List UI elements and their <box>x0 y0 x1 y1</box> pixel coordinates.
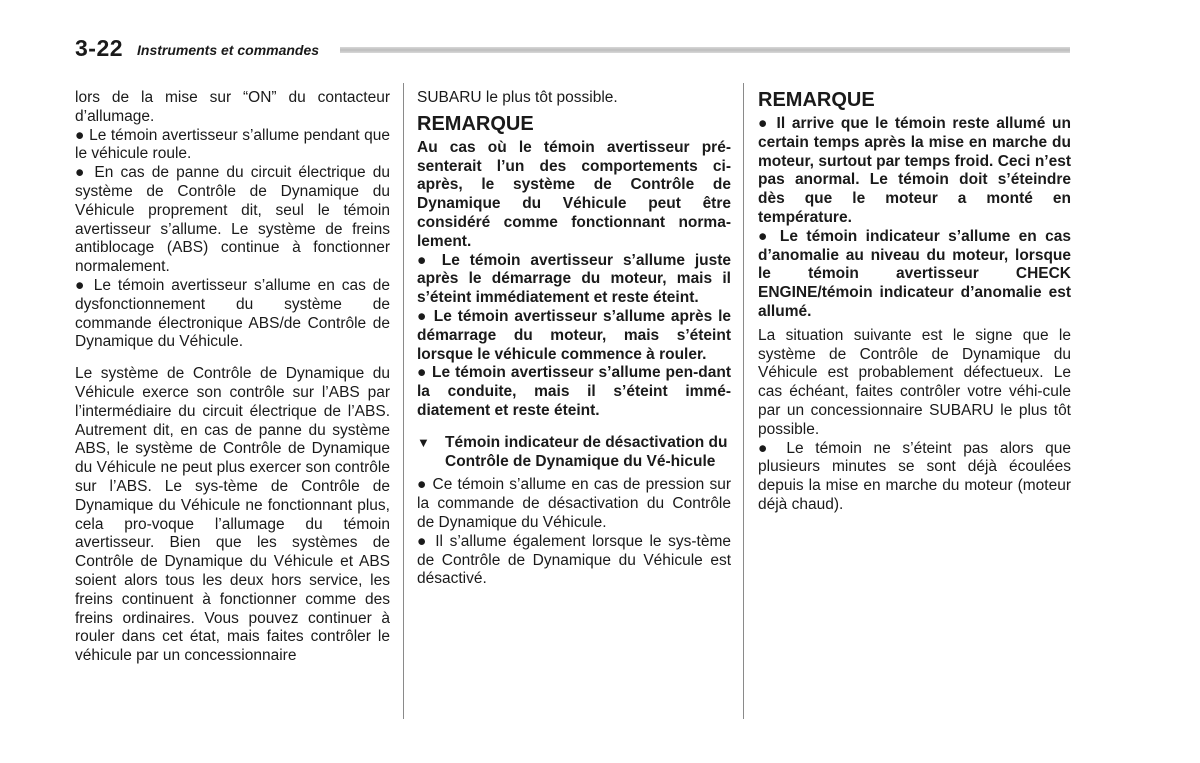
column-divider-1 <box>403 83 404 719</box>
column-1 <box>75 89 390 666</box>
subheading-text: Témoin indicateur de désactivation du Contrôle de Dynamique du Vé-hicule <box>445 433 728 470</box>
bullet-item: ● Ce témoin s’allume en cas de pression sur la commande de désactivation du Contrôle de Dynamique du Véhicule. <box>417 476 731 531</box>
paragraph: SUBARU le plus tôt possible. <box>417 89 618 106</box>
note-bullet: ● Le témoin avertisseur s’allume après le démarrage du moteur, mais s’éteint lorsque le véhicule commence à rouler. <box>417 307 731 363</box>
section-title: Instruments et commandes <box>137 42 320 58</box>
bullet-item: ● Le témoin avertisseur s’allume pendant que le véhicule roule. <box>75 126 390 163</box>
bullet-item: ● Le témoin ne s’éteint pas alors que plusieurs minutes se sont déjà écoulées depuis la mise en marche du moteur (moteur déjà chaud). <box>758 439 1071 513</box>
page-header <box>75 36 1075 62</box>
header-rule <box>340 47 1070 53</box>
paragraph: La situation suivante est le signe que le système de Contrôle de Dynamique du Véhicule est probablement défectueux. Le cas échéant, faites contrôler votre véhi-cule par un concessionnaire SUBARU le plus tôt possible. <box>758 326 1071 438</box>
triangle-down-icon: ▼ <box>417 434 430 450</box>
bullet-item: ● Le témoin avertisseur s’allume en cas de dysfonctionnement du système de commande électronique ABS/de Contrôle de Dynamique du Véhicule. <box>75 276 390 351</box>
note-bullet: ● Le témoin avertisseur s’allume pen-dant la conduite, mais il s’éteint immé-diatement et reste éteint. <box>417 364 731 419</box>
note-bullet: ● Il arrive que le témoin reste allumé un certain temps après la mise en marche du moteur, surtout par temps froid. Ceci n’est pas anormal. Le témoin doit s’éteindre dès que le moteur a monté en température. <box>758 115 1071 226</box>
note-bullet: ● Le témoin indicateur s’allume en cas d’anomalie au niveau du moteur, lorsque le témoin avertisseur CHECK ENGINE/témoin indicateur d’anomalie est allumé. <box>758 227 1071 320</box>
note-heading: REMARQUE <box>758 89 875 111</box>
column-divider-2 <box>743 83 744 719</box>
paragraph: lors de la mise sur “ON” du contacteur d’allumage. <box>75 89 390 125</box>
column-3 <box>758 89 1071 515</box>
note-bullet: ● Le témoin avertisseur s’allume juste après le démarrage du moteur, mais il s’éteint immédiatement et reste éteint. <box>417 251 731 307</box>
column-2 <box>417 89 731 589</box>
note-block <box>758 115 1071 322</box>
subheading <box>417 434 731 472</box>
page-number: 3-22 <box>75 35 124 61</box>
bullet-item: ● En cas de panne du circuit électrique du système de Contrôle de Dynamique du Véhicule proprement dit, seul le témoin avertisseur s’allume. Le système de freins antiblocage (ABS) continue à fonctionner normalement. <box>75 164 390 276</box>
note-text: Au cas où le témoin avertisseur pré-senterait l’un des comportements ci-après, le système de Contrôle de Dynamique du Véhicule peut être considéré comme fonctionnant norma-lement. <box>417 138 731 250</box>
note-block <box>417 139 731 421</box>
bullet-item: ● Il s’allume également lorsque le sys-tème de Contrôle de Dynamique du Véhicule est désactivé. <box>417 532 731 588</box>
paragraph: Le système de Contrôle de Dynamique du Véhicule exerce son contrôle sur l’ABS par l’intermédiaire du circuit électrique de l’ABS. Autrement dit, en cas de panne du système ABS, le système de Contrôle de Dynamique du Véhicule ne peut plus exercer son contrôle sur l’ABS. Le sys-tème de Contrôle de Dynamique du Véhicule ne fonctionnant plus, cela pro-voque l’allumage du témoin avertisseur. Bien que les systèmes de Contrôle de Dynamique du Véhicule et ABS soient alors tous les deux hors service, les freins continuent à fonctionner comme des freins ordinaires. Vous pouvez continuer à rouler dans cet état, mais faites contrôler le véhicule par un concessionnaire <box>75 365 390 665</box>
note-heading: REMARQUE <box>417 112 534 135</box>
